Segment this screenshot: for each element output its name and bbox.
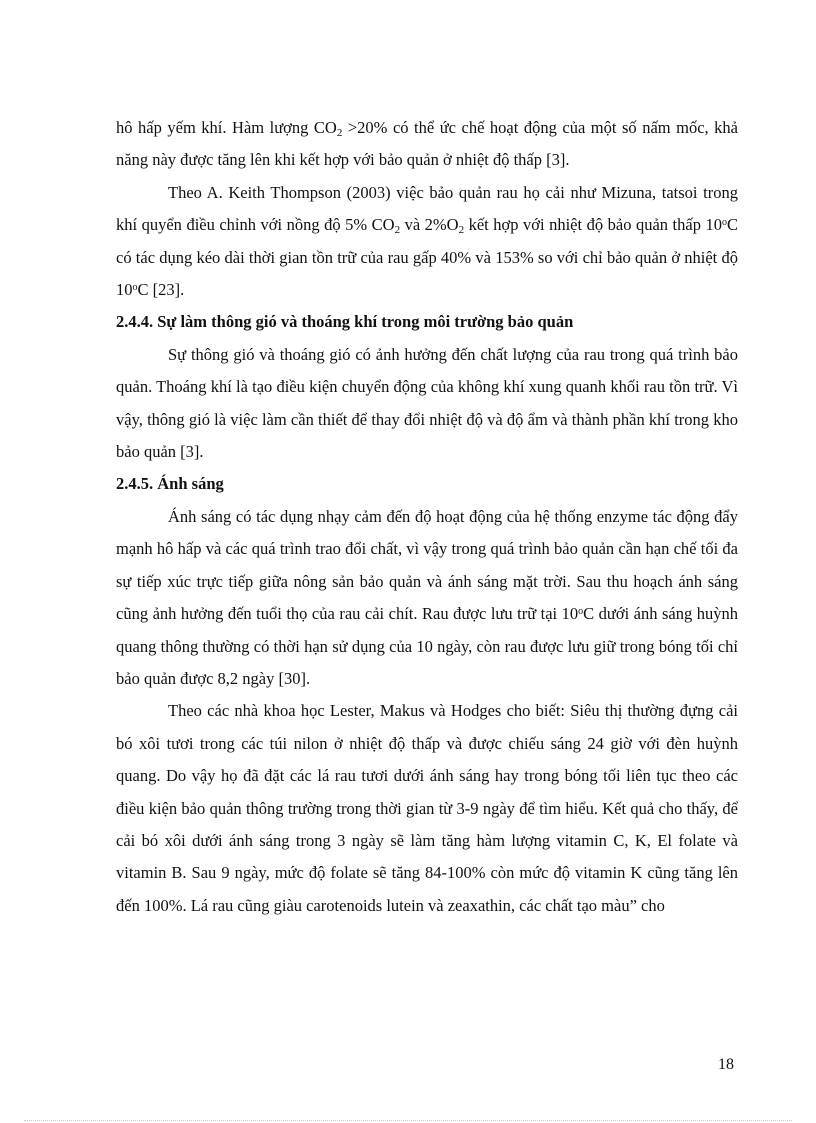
- page-body: [116, 112, 738, 922]
- page-number: 18: [718, 1056, 734, 1073]
- text-run: C [23].: [137, 280, 185, 300]
- text-run: Theo A. Keith Thompson (2003) việc bảo quản rau họ cải như Mizuna, tatsoi trong khí quyển điều chỉnh với nồng độ 5% CO: [116, 182, 738, 235]
- subscript: 2: [336, 127, 343, 139]
- superscript: o: [132, 282, 138, 294]
- subscript: 2: [394, 224, 401, 237]
- section-heading-2-4-5: 2.4.5. Ánh sáng: [116, 474, 224, 494]
- subscript: 2: [458, 224, 465, 237]
- text-run: Ánh sáng có tác dụng nhạy cảm đến độ hoạt động của hệ thống enzyme tác động đẩy mạnh hô hấp và các quá trình trao đổi chất, vì vậy trong quá trình bảo quản cần hạn chế tối đa sự tiếp xúc trực tiếp giữa nông sản bảo quản và ánh sáng mặt trời. Sau thu hoạch ánh sáng cũng ảnh hưởng đến tuổi thọ của rau cải chít. Rau được lưu trữ tại 10: [116, 506, 738, 624]
- page-bottom-divider: [24, 1120, 792, 1121]
- paragraph-4: [116, 501, 738, 695]
- text-run: C dưới ánh sáng huỳnh quang thông thường có thời hạn sử dụng của 10 ngày, còn rau được lưu giữ trong bóng tối chỉ bảo quản được 8,2 ngày [30].: [116, 604, 738, 688]
- text-run: hô hấp yếm khí. Hàm lượng CO: [116, 118, 337, 137]
- paragraph-2: [116, 177, 738, 307]
- paragraph-5: Theo các nhà khoa học Lester, Makus và Hodges cho biết: Siêu thị thường đựng cải bó xôi tươi trong các túi nilon ở nhiệt độ thấp và được chiếu sáng 24 giờ với đèn huỳnh quang. Do vậy họ đã đặt các lá rau tươi dưới ánh sáng hay trong bóng tối liên tục theo các điều kiện bảo quản thông trường trong thời gian từ 3-9 ngày để tìm hiểu. Kết quả cho thấy, để cải bó xôi dưới ánh sáng trong 3 ngày sẽ làm tăng hàm lượng vitamin C, K, El folate và vitamin B. Sau 9 ngày, mức độ folate sẽ tăng 84-100% còn mức độ vitamin K cũng tăng lên đến 100%. Lá rau cũng giàu carotenoids lutein và zeaxathin, các chất tạo màu” cho: [116, 701, 738, 915]
- section-heading-2-4-4: 2.4.4. Sự làm thông gió và thoáng khí trong môi trường bảo quản: [116, 312, 574, 332]
- superscript: o: [721, 217, 727, 229]
- paragraph-1: [116, 112, 738, 177]
- superscript: o: [578, 606, 584, 618]
- text-run: và 2%O: [400, 215, 459, 235]
- text-run: C có tác dụng kéo dài thời gian tồn trữ của rau gấp 40% và 153% so với chỉ bảo quản ở nhiệt độ 10: [116, 215, 738, 300]
- text-run: kết hợp với nhiệt độ bảo quản thấp 10: [464, 215, 722, 235]
- text-run: >20% có thể ức chế hoạt động của một số nấm mốc, khả năng này được tăng lên khi kết hợp với bảo quản ở nhiệt độ thấp [3].: [116, 118, 739, 170]
- paragraph-3: Sự thông gió và thoáng gió có ảnh hưởng đến chất lượng của rau trong quá trình bảo quản. Thoáng khí là tạo điều kiện chuyển động của không khí xung quanh khối rau tồn trữ. Vì vậy, thông gió là việc làm cần thiết để thay đổi nhiệt độ và độ ẩm và thành phần khí trong kho bảo quản [3].: [116, 344, 738, 462]
